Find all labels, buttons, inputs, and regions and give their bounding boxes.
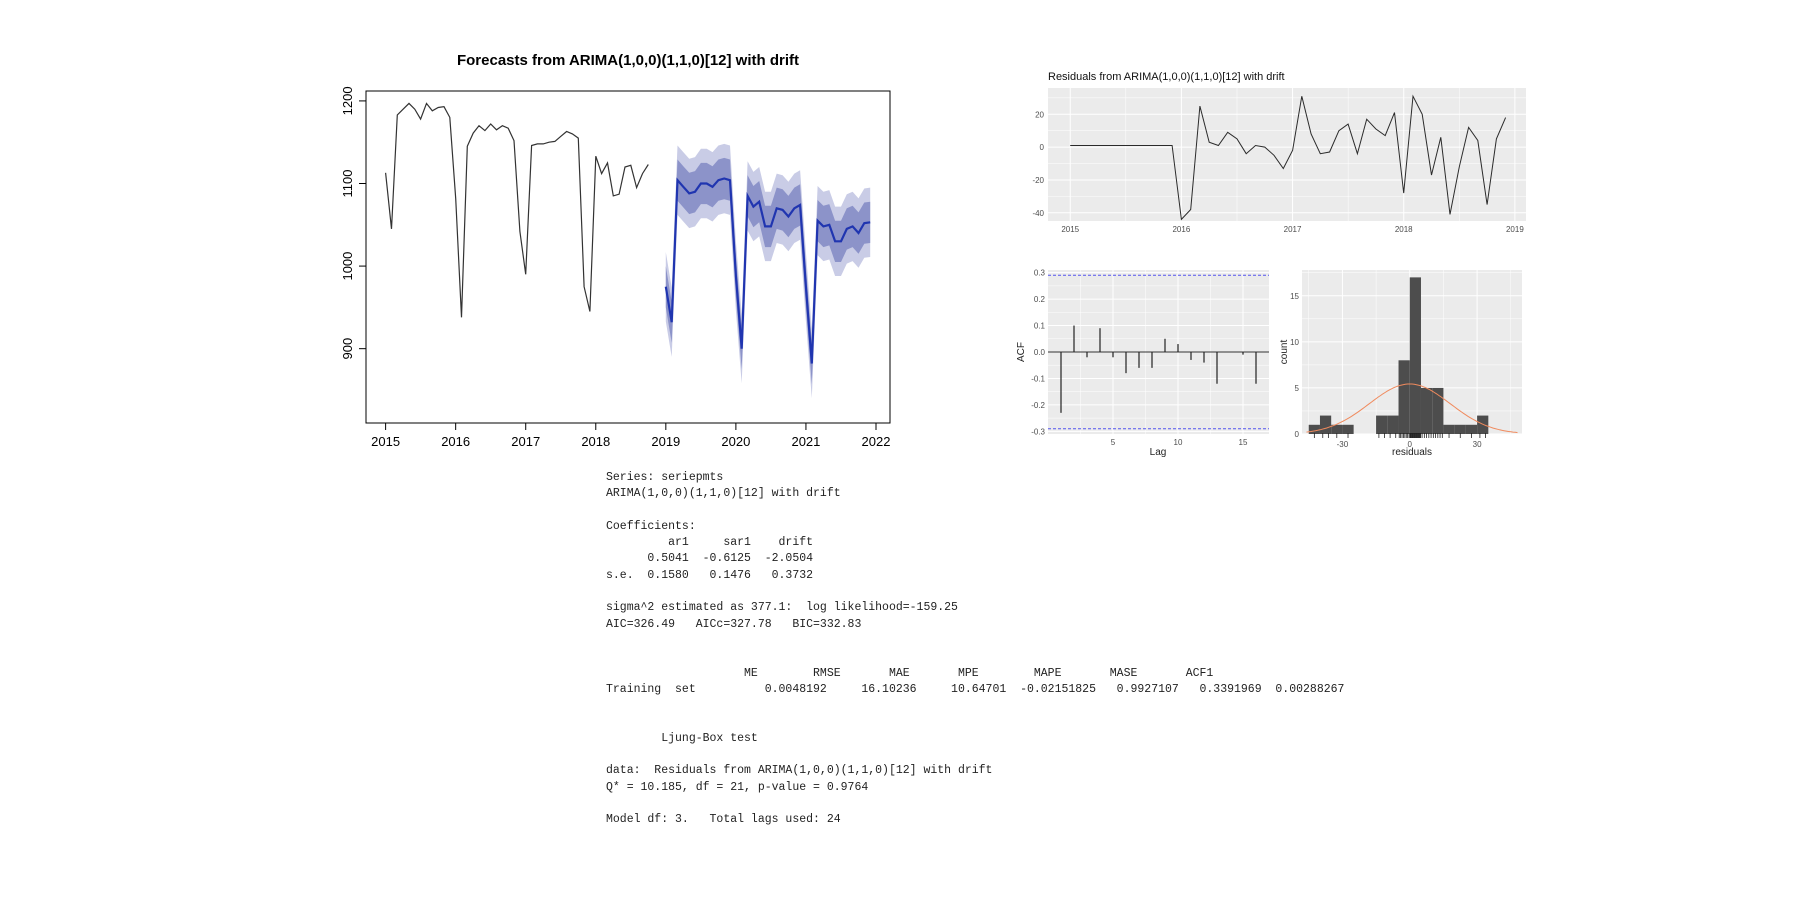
histogram-y-tick-label: 10 [1290, 337, 1299, 347]
forecast-y-tick-label: 1000 [340, 251, 355, 281]
console-line: 0.5041 -0.6125 -2.0504 [606, 552, 814, 566]
residuals-chart-svg [1010, 64, 1530, 244]
histogram-y-axis [1290, 292, 1299, 439]
acf-y-label: ACF [1016, 342, 1027, 362]
histogram-y-label: count [1279, 339, 1290, 365]
histogram-x-label: residuals [1391, 447, 1433, 458]
forecast-x-tick-label: 2018 [581, 434, 611, 449]
acf-y-tick-label: -0.3 [1031, 427, 1045, 437]
forecast-x-tick-label: 2019 [651, 434, 681, 449]
acf-y-tick-label: 0.0 [1033, 348, 1045, 357]
console-line: Series: seriepmts [606, 471, 724, 484]
forecast-x-tick-label: 2022 [861, 434, 891, 449]
residual-histogram-svg [1278, 262, 1536, 462]
console-line: ME RMSE MAE MPE MAPE MASE ACF1 [606, 666, 1214, 680]
console-line [606, 649, 1366, 665]
residuals-x-tick-label: 2019 [1505, 225, 1524, 234]
console-line: AIC=326.49 AICc=327.78 BIC=332.83 [606, 617, 862, 631]
forecast-x-tick-label: 2021 [791, 434, 821, 449]
histogram-bar [1376, 416, 1387, 434]
histogram-bar [1421, 388, 1432, 434]
console-line: Coefficients: [606, 519, 696, 533]
acf-chart [1015, 262, 1277, 462]
residuals-y-tick-label: -40 [1032, 208, 1044, 218]
forecast-y-tick-label: 1100 [340, 169, 355, 198]
acf-x-tick-label: 15 [1238, 438, 1248, 447]
console-line [606, 714, 1366, 730]
histogram-bar [1443, 425, 1454, 434]
histogram-x-tick-label: 30 [1472, 440, 1482, 449]
forecast-x-tick-label: 2015 [371, 434, 401, 449]
histogram-x-tick-label: -30 [1336, 440, 1349, 449]
forecast-series-history [386, 103, 649, 317]
console-line: Training set 0.0048192 16.10236 10.64701 -0.02151825 0.9927107 0.3391969 0.00288267 [606, 682, 1345, 696]
console-line [606, 747, 1366, 763]
acf-y-tick-label: -0.2 [1031, 400, 1045, 410]
acf-y-tick-label: -0.1 [1031, 374, 1045, 384]
r-console-output [606, 470, 1366, 829]
console-line: ar1 sar1 drift [606, 536, 814, 550]
histogram-bar [1387, 416, 1398, 434]
console-line [606, 584, 1366, 600]
forecast-chart-svg [330, 44, 900, 464]
console-line: Q* = 10.185, df = 21, p-value = 0.9764 [606, 780, 869, 794]
histogram-bar [1342, 425, 1353, 434]
histogram-x-tick-label: 0 [1407, 440, 1412, 449]
acf-y-tick-label: 0.3 [1033, 268, 1045, 278]
residuals-chart-title: Residuals from ARIMA(1,0,0)(1,1,0)[12] with drift [1048, 71, 1285, 83]
residuals-x-tick-label: 2016 [1172, 225, 1191, 234]
console-line: sigma^2 estimated as 377.1: log likelihood=-159.25 [606, 601, 958, 615]
histogram-bar [1477, 416, 1488, 434]
acf-x-label: Lag [1149, 447, 1167, 458]
forecast-x-axis [371, 423, 890, 449]
residuals-y-tick-label: 0 [1039, 143, 1044, 153]
acf-chart-svg [1015, 262, 1277, 462]
forecast-x-tick-label: 2016 [441, 434, 471, 449]
acf-x-tick-label: 10 [1173, 438, 1183, 447]
acf-y-tick-label: 0.2 [1033, 295, 1045, 305]
console-line: Ljung-Box test [606, 731, 758, 745]
residuals-y-axis [1032, 110, 1044, 218]
console-line: ARIMA(1,0,0)(1,1,0)[12] with drift [606, 487, 841, 501]
histogram-bar [1399, 360, 1410, 434]
console-line: s.e. 0.1580 0.1476 0.3732 [606, 568, 814, 582]
residuals-panel-background [1048, 88, 1526, 221]
console-line [606, 503, 1366, 519]
residuals-x-tick-label: 2018 [1394, 225, 1413, 234]
histogram-bar [1410, 277, 1421, 434]
residuals-y-tick-label: -20 [1032, 175, 1044, 185]
forecast-y-tick-label: 1200 [340, 86, 355, 116]
histogram-bar [1320, 416, 1331, 434]
acf-x-axis [1111, 438, 1248, 447]
histogram-bar [1455, 425, 1466, 434]
acf-y-axis [1031, 269, 1045, 437]
forecast-y-axis [340, 86, 366, 359]
histogram-y-tick-label: 0 [1294, 430, 1299, 439]
residuals-x-axis [1061, 225, 1524, 234]
forecast-x-tick-label: 2017 [511, 434, 541, 449]
console-line [606, 633, 1366, 649]
histogram-bar [1466, 425, 1477, 434]
forecast-chart [330, 44, 900, 464]
acf-y-tick-label: 0.1 [1033, 321, 1045, 331]
forecast-y-tick-label: 900 [340, 337, 355, 360]
histogram-y-tick-label: 5 [1294, 383, 1299, 393]
histogram-y-tick-label: 15 [1290, 291, 1299, 301]
forecast-x-tick-label: 2020 [721, 434, 751, 449]
histogram-bar [1309, 425, 1320, 434]
acf-x-tick-label: 5 [1110, 438, 1116, 447]
residual-histogram [1278, 262, 1536, 462]
console-line [606, 698, 1366, 714]
console-line: Model df: 3. Total lags used: 24 [606, 813, 841, 827]
forecast-chart-title: Forecasts from ARIMA(1,0,0)(1,1,0)[12] with drift [456, 52, 800, 69]
console-line: data: Residuals from ARIMA(1,0,0)(1,1,0)[12] with drift [606, 764, 993, 778]
residuals-y-tick-label: 20 [1035, 110, 1044, 120]
residuals-x-tick-label: 2017 [1283, 225, 1302, 234]
forecast-interval-bands [666, 144, 870, 398]
console-line [606, 796, 1366, 812]
residuals-chart [1010, 64, 1530, 244]
residuals-x-tick-label: 2015 [1061, 225, 1080, 234]
